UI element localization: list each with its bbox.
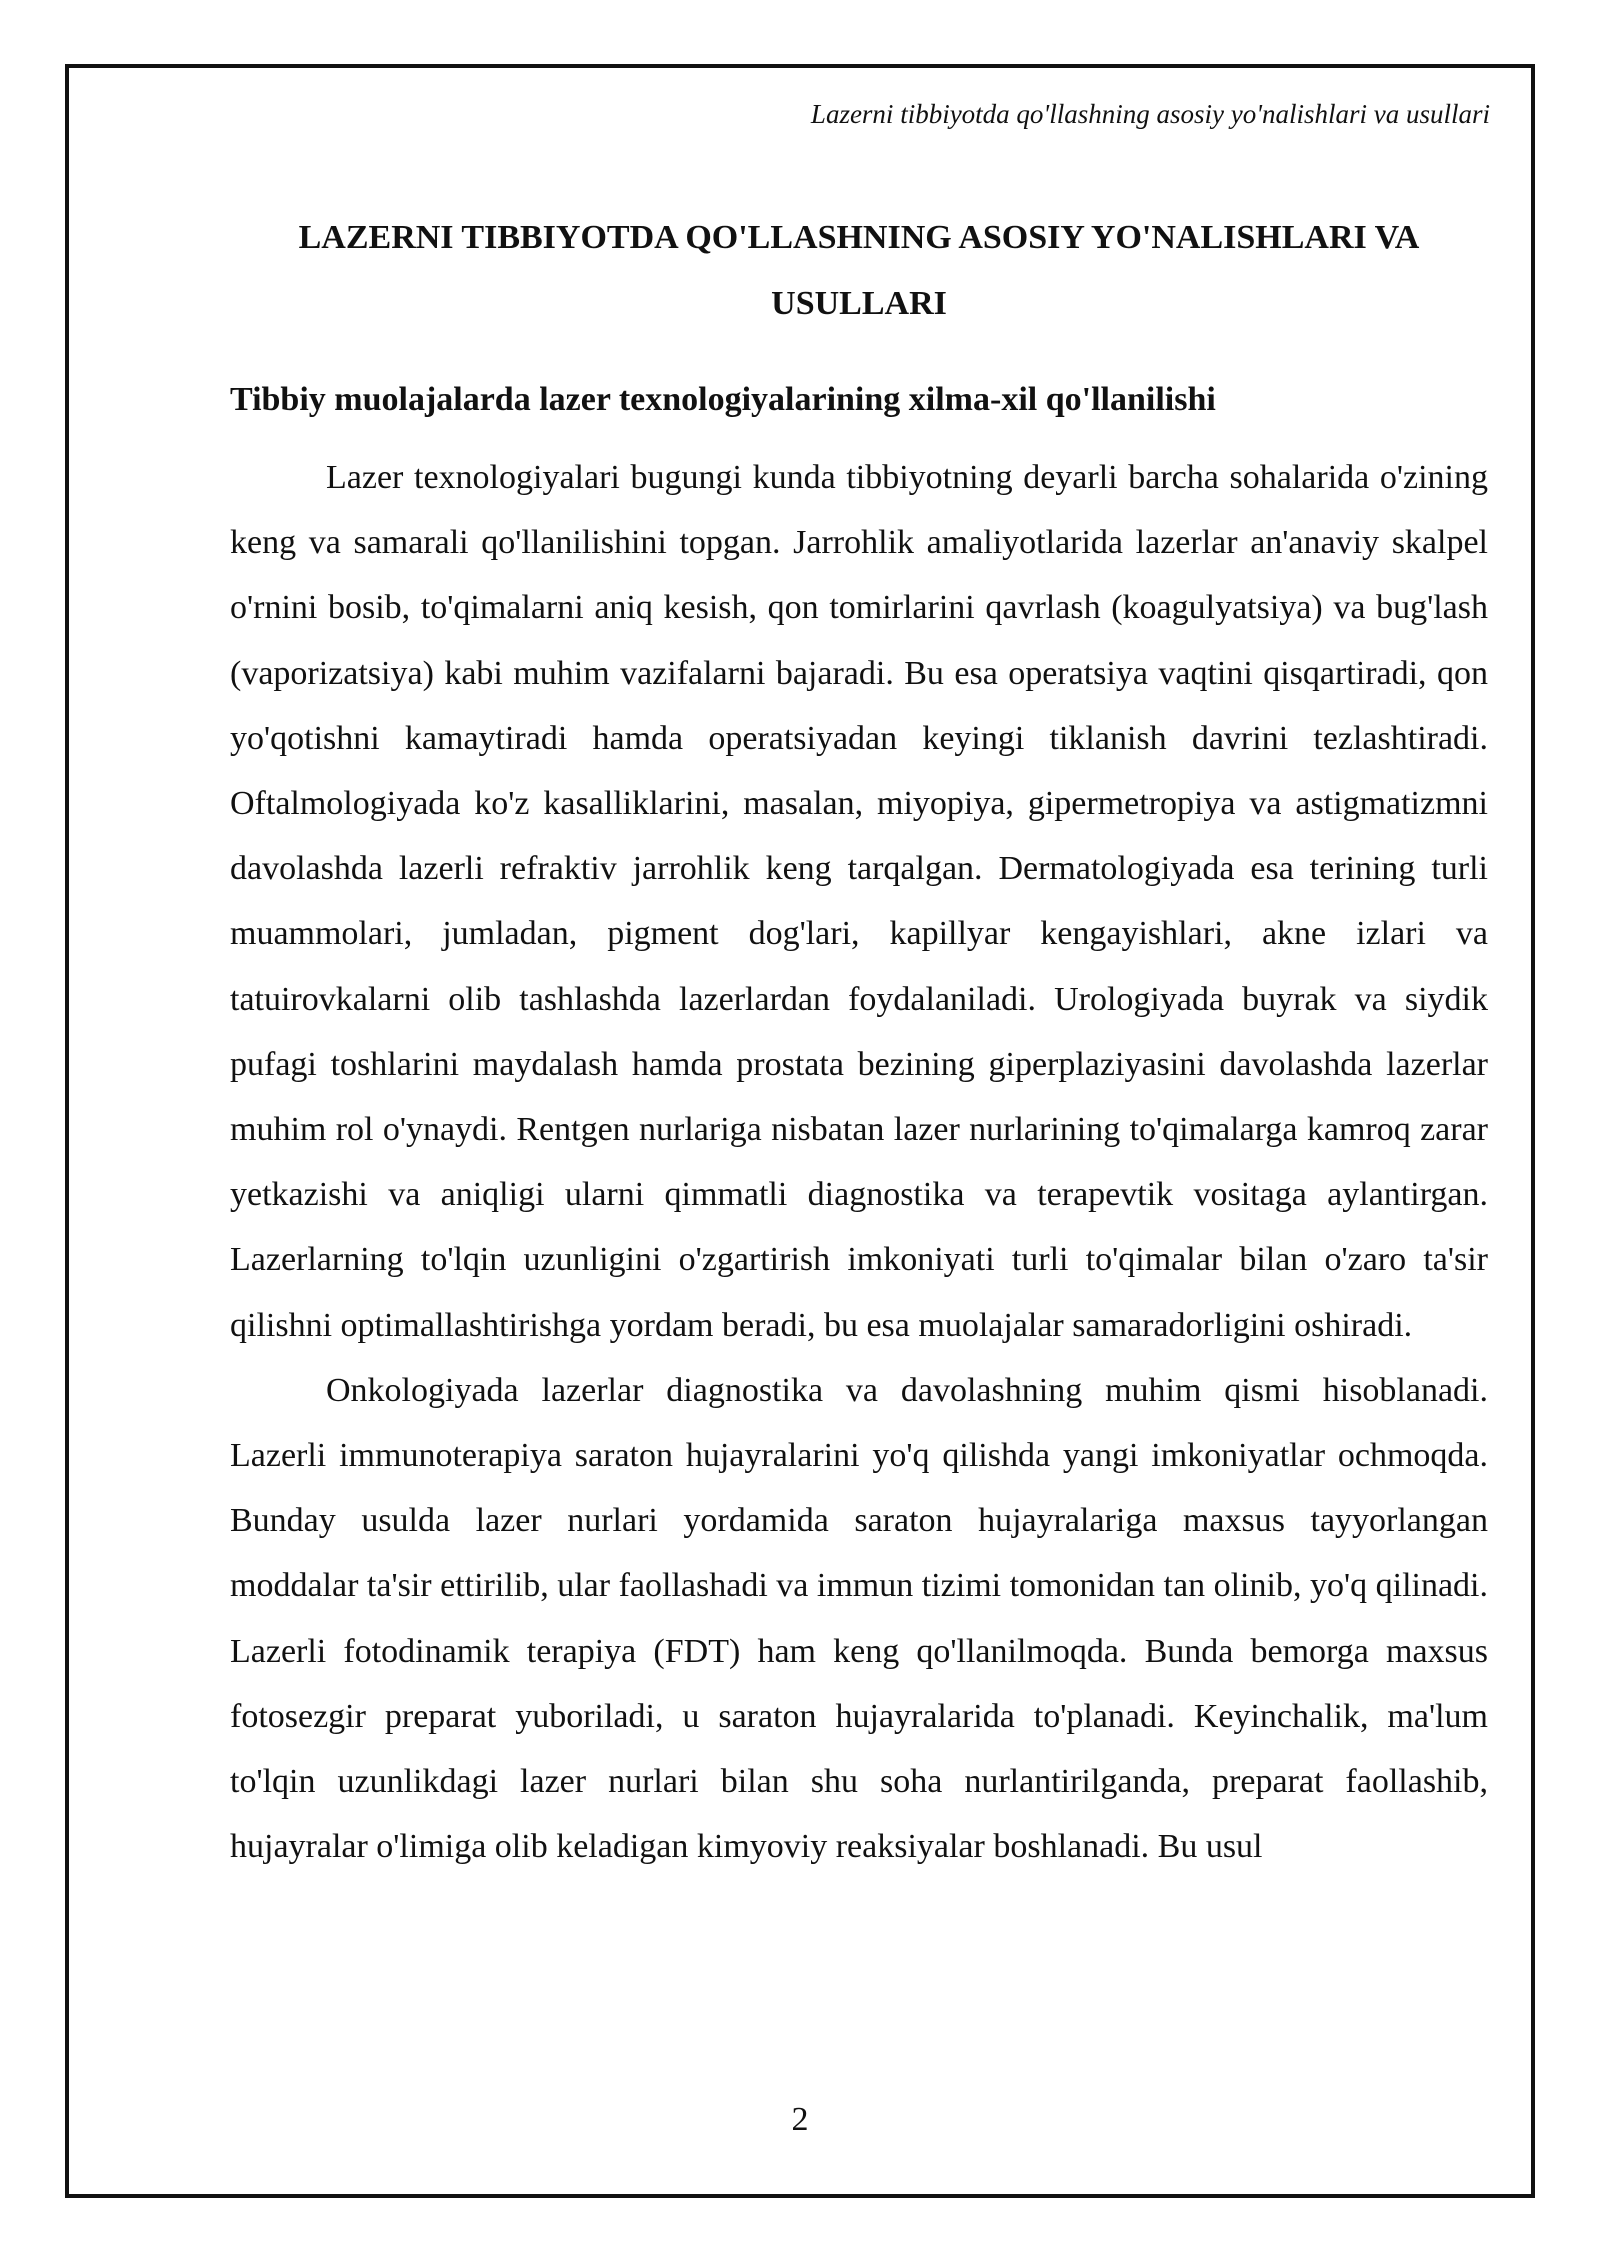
running-header: Lazerni tibbiyotda qo'llashning asosiy yo'nalishlari va usullari [810, 99, 1490, 129]
body-paragraph: Lazer texnologiyalari bugungi kunda tibbiyotning deyarli barcha sohalarida o'zining keng va samarali qo'llanilishini topgan. Jarrohlik amaliyotlarida lazerlar an'anaviy skalpel o'rnini bosib, to'qimalarni aniq kesish, qon tomirlarini qavrlash (koagulyatsiya) va bug'lash (vaporizatsiya) kabi muhim vazifalarni bajaradi. Bu esa operatsiya vaqtini qisqartiradi, qon yo'qotishni kamaytiradi hamda operatsiyadan keyingi tiklanish davrini tezlashtiradi. Oftalmologiyada ko'z kasalliklarini, masalan, miyopiya, gipermetropiya va astigmatizmni davolashda lazerli refraktiv jarrohlik keng tarqalgan. Dermatologiyada esa terining turli muammolari, jumladan, pigment dog'lari, kapillyar kengayishlari, akne izlari va tatuirovkalarni olib tashlashda lazerlardan foydalaniladi. Urologiyada buyrak va siydik pufagi toshlarini maydalash hamda prostata bezining giperplaziyasini davolashda lazerlar muhim rol o'ynaydi. Rentgen nurlariga nisbatan lazer nurlarining to'qimalarga kamroq zarar yetkazishi va aniqligi ularni qimmatli diagnostika va terapevtik vositaga aylantirgan. Lazerlarning to'lqin uzunligini o'zgartirish imkoniyati turli to'qimalar bilan o'zaro ta'sir qilishni optimallashtirishga yordam beradi, bu esa muolajalar samaradorligini oshiradi. [230, 459, 1488, 1344]
body-paragraph: Onkologiyada lazerlar diagnostika va davolashning muhim qismi hisoblanadi. Lazerli immunoterapiya saraton hujayralarini yo'q qilishda yangi imkoniyatlar ochmoqda. Bunday usulda lazer nurlari yordamida saraton hujayralariga maxsus tayyorlangan moddalar ta'sir ettirilib, ular faollashadi va immun tizimi tomonidan tan olinib, yo'q qilinadi. Lazerli fotodinamik terapiya (FDT) ham keng qo'llanilmoqda. Bunda bemorga maxsus fotosezgir preparat yuboriladi, u saraton hujayralarida to'planadi. Keyinchalik, ma'lum to'lqin uzunlikdagi lazer nurlari bilan shu soha nurlantirilganda, preparat faollashib, hujayralar o'limiga olib keladigan kimyoviy reaksiyalar boshlanadi. Bu usul [230, 1371, 1488, 1866]
document-body [230, 205, 1488, 1879]
document-title: LAZERNI TIBBIYOTDA QO'LLASHNING ASOSIY YO'NALISHLARI VA USULLARI [298, 219, 1420, 322]
page-number: 2 [791, 2101, 809, 2138]
section-heading: Tibbiy muolajalarda lazer texnologiyalarining xilma-xil qo'llanilishi [230, 381, 1216, 418]
